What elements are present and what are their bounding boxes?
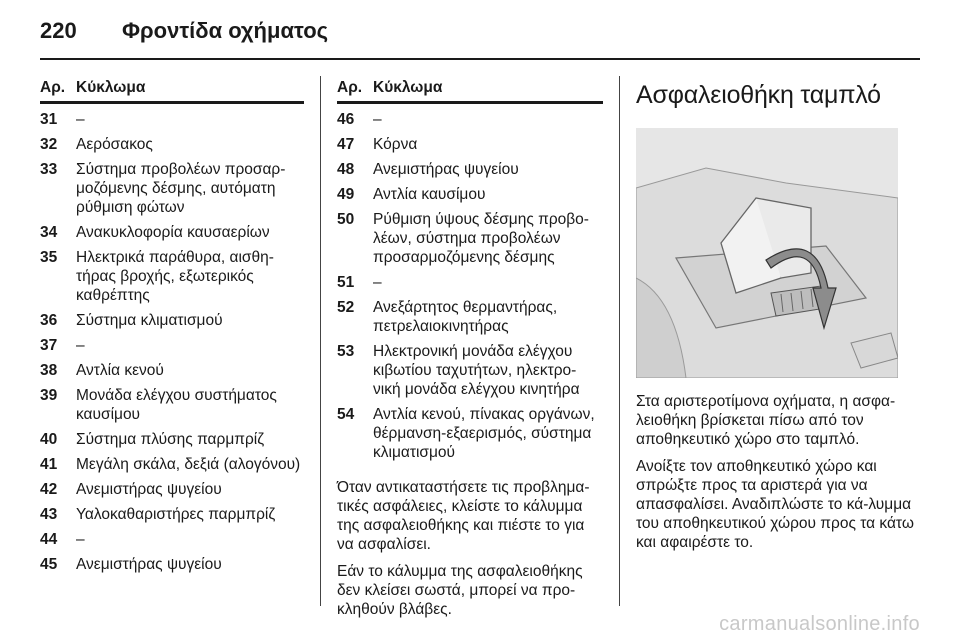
table-row: [40, 135, 304, 154]
page-number: 220: [40, 18, 77, 43]
fuse-number: 45: [40, 556, 58, 573]
fuse-table-left: [40, 78, 304, 574]
table-row: [40, 336, 304, 355]
fuse-number: 35: [40, 249, 58, 266]
circuit-name: Αερόσακος: [76, 136, 153, 153]
table-row: [40, 455, 304, 474]
note-paragraph: Όταν αντικαταστήσετε τις προβλημα-τικές ασφάλειες, κλείστε το κάλυμμα της ασφαλειοθήκης και πιέστε το για να ασφαλίσει.: [337, 479, 590, 553]
circuit-name: Ανακυκλοφορία καυσαερίων: [76, 224, 270, 241]
circuit-name: –: [373, 111, 382, 128]
circuit-name: Ρύθμιση ύψους δέσμης προβο-λέων, σύστημα προβολέων προσαρμοζόμενης δέσμης: [373, 211, 589, 266]
circuit-name: Ηλεκτρονική μονάδα ελέγχου κιβωτίου ταχυτήτων, ηλεκτρο-νική μονάδα ελέγχου κινητήρα: [373, 343, 580, 398]
table-row: [40, 223, 304, 242]
table-row: [337, 185, 603, 204]
table-row: [337, 160, 603, 179]
circuit-name: Ανεξάρτητος θερμαντήρας, πετρελαιοκινητήρας: [373, 299, 558, 335]
circuit-name: Αντλία κενού: [76, 362, 164, 379]
circuit-name: Ηλεκτρικά παράθυρα, αισθη-τήρας βροχής, εξωτερικός καθρέπτης: [76, 249, 274, 304]
table-row: [40, 248, 304, 305]
fuse-number: 39: [40, 387, 58, 404]
fuse-number: 42: [40, 481, 58, 498]
table-row: [40, 160, 304, 217]
column-divider: [320, 76, 321, 606]
watermark: carmanualsonline.info: [719, 613, 920, 635]
fuse-number: 48: [337, 161, 355, 178]
circuit-name: Σύστημα πλύσης παρμπρίζ: [76, 431, 265, 448]
note-paragraph: Εάν το κάλυμμα της ασφαλειοθήκης δεν κλείσει σωστά, μπορεί να προ-κληθούν βλάβες.: [337, 563, 583, 618]
table-row: [40, 430, 304, 449]
table-body: [40, 110, 304, 574]
table-row: [337, 342, 603, 399]
table-row: [337, 110, 603, 129]
column-header-nr: Αρ.: [40, 79, 66, 96]
table-row: [40, 361, 304, 380]
column-divider: [619, 76, 620, 606]
table-row: [40, 386, 304, 424]
fuse-number: 37: [40, 337, 58, 354]
fuse-number: 36: [40, 312, 58, 329]
header-divider: [40, 58, 920, 60]
section-paragraph: Στα αριστεροτίμονα οχήματα, η ασφα-λειοθήκη βρίσκεται πίσω από τον αποθηκευτικό χώρο στο ταμπλό.: [636, 393, 896, 448]
table-row: [337, 405, 603, 462]
fuse-number: 38: [40, 362, 58, 379]
fuse-number: 54: [337, 406, 355, 423]
table-row: [40, 530, 304, 549]
circuit-name: Υαλοκαθαριστήρες παρμπρίζ: [76, 506, 276, 523]
circuit-name: Μονάδα ελέγχου συστήματος καυσίμου: [76, 387, 277, 423]
fuse-number: 34: [40, 224, 58, 241]
fuse-number: 31: [40, 111, 58, 128]
table-row: [337, 135, 603, 154]
fuse-number: 33: [40, 161, 58, 178]
table-row: [337, 210, 603, 267]
section-paragraph: Ανοίξτε τον αποθηκευτικό χώρο και σπρώξτε προς τα αριστερά για να απασφαλίσει. Αναδιπλώστε το κά-λυμμα του αποθηκευτικού χώρου προς τα κάτω και αφαιρέστε το.: [636, 458, 914, 551]
notes: [337, 478, 603, 619]
fuse-number: 52: [337, 299, 355, 316]
table-row: [40, 110, 304, 129]
column-header-circuit: Κύκλωμα: [373, 79, 443, 96]
table-header: [40, 78, 304, 104]
table-row: [40, 311, 304, 330]
circuit-name: Ανεμιστήρας ψυγείου: [373, 161, 519, 178]
fuse-number: 44: [40, 531, 58, 548]
table-row: [40, 555, 304, 574]
fuse-number: 51: [337, 274, 355, 291]
table-row: [40, 480, 304, 499]
fuse-number: 41: [40, 456, 58, 473]
column-header-nr: Αρ.: [337, 79, 363, 96]
circuit-name: –: [76, 111, 85, 128]
section-instrument-panel-fusebox: [636, 78, 922, 560]
fuse-number: 32: [40, 136, 58, 153]
table-row: [40, 505, 304, 524]
circuit-name: Μεγάλη σκάλα, δεξιά (αλογόνου): [76, 456, 301, 473]
circuit-name: Κόρνα: [373, 136, 418, 153]
page-title: Φροντίδα οχήματος: [122, 18, 329, 43]
circuit-name: Σύστημα προβολέων προσαρ-μοζόμενης δέσμης, αυτόματη ρύθμιση φώτων: [76, 161, 286, 216]
table-row: [337, 298, 603, 336]
fuse-number: 49: [337, 186, 355, 203]
fusebox-illustration: [636, 128, 898, 378]
circuit-name: Ανεμιστήρας ψυγείου: [76, 481, 222, 498]
fuse-number: 50: [337, 211, 355, 228]
column-header-circuit: Κύκλωμα: [76, 79, 146, 96]
circuit-name: Σύστημα κλιματισμού: [76, 312, 223, 329]
circuit-name: Ανεμιστήρας ψυγείου: [76, 556, 222, 573]
section-title: Ασφαλειοθήκη ταμπλό: [636, 81, 881, 109]
fuse-number: 47: [337, 136, 355, 153]
fusebox-drawing: [636, 128, 898, 378]
table-header: [337, 78, 603, 104]
circuit-name: –: [76, 531, 85, 548]
fuse-number: 53: [337, 343, 355, 360]
circuit-name: –: [373, 274, 382, 291]
circuit-name: Αντλία κενού, πίνακας οργάνων, θέρμανση-εξαερισμός, σύστημα κλιματισμού: [373, 406, 595, 461]
circuit-name: Αντλία καυσίμου: [373, 186, 486, 203]
table-body: [337, 110, 603, 462]
fuse-table-right: [337, 78, 603, 627]
circuit-name: –: [76, 337, 85, 354]
fuse-number: 46: [337, 111, 355, 128]
fuse-number: 43: [40, 506, 58, 523]
table-row: [337, 273, 603, 292]
fuse-number: 40: [40, 431, 58, 448]
